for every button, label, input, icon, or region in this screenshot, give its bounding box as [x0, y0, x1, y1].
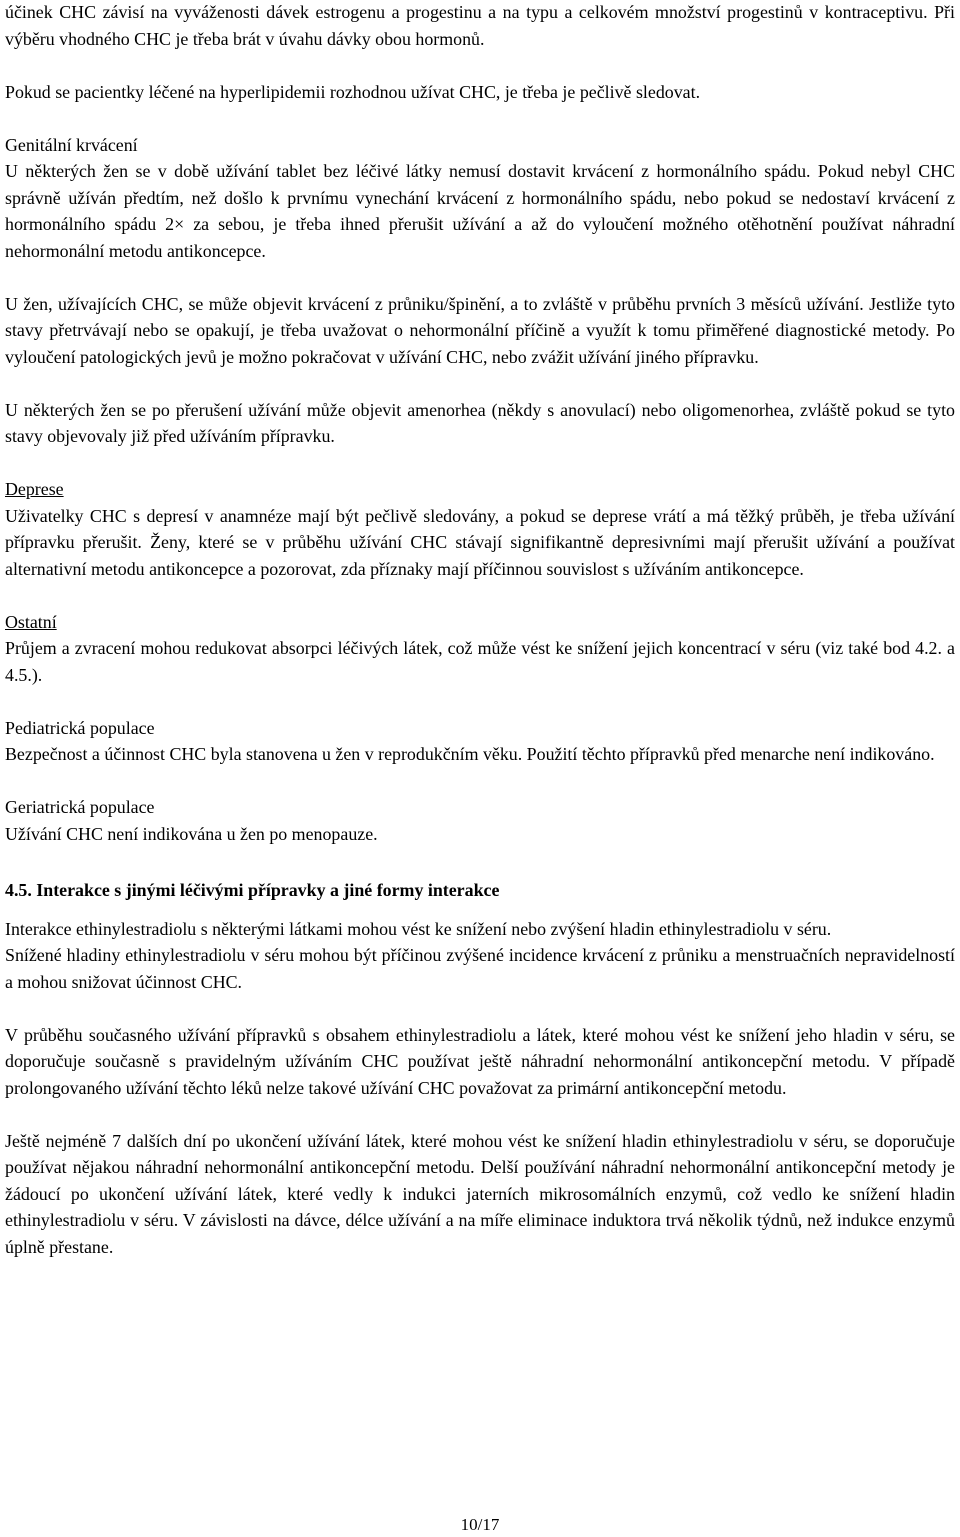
heading-other: Ostatní: [5, 611, 57, 632]
paragraph-pediatric: Bezpečnost a účinnost CHC byla stanovena u žen v reprodukčním věku. Použití těchto přípravků před menarche není indikováno.: [5, 744, 935, 764]
paragraph-interaction-4: Ještě nejméně 7 dalších dní po ukončení užívání látek, které mohou vést ke snížení hladin ethinylestradiolu v séru, se doporučuje používat nějakou náhradní nehormonální antikoncepční metodu. Delší používání náhradní nehormonální antikoncepční metody je žádoucí po ukončení užívání látek, které vedly k indukci jaterních mikrosomálních enzymů, což vedlo ke snížení hladin ethinylestradiolu v séru. V závislosti na dávce, délce užívání a na míře eliminace induktora trvá několik týdnů, než indukce enzymů úplně přestane.: [5, 1130, 955, 1257]
paragraph-geriatric: Užívání CHC není indikována u žen po menopauze.: [5, 823, 378, 844]
paragraph-genital-1: U některých žen se v době užívání tablet bez léčivé látky nemusí dostavit krvácení z hormonálního spádu. Pokud nebyl CHC správně užíván předtím, než došlo k prvnímu vynechání krvácení z hormonálního spádu, nebo pokud se nedostaví krvácení z hormonálního spádu 2× za sebou, je třeba ihned přerušit užívání a až do vyloučení možného otěhotnění používat náhradní nehormonální metodu antikoncepce.: [5, 161, 955, 261]
paragraph-other: Průjem a zvracení mohou redukovat absorpci léčivých látek, což může vést ke snížení jejich koncentrací v séru (viz také bod 4.2. a 4.5.).: [5, 638, 955, 685]
paragraph-interaction-1: Interakce ethinylestradiolu s některými látkami mohou vést ke snížení nebo zvýšení hladin ethinylestradiolu v séru.: [5, 918, 832, 939]
paragraph-interaction-3: V průběhu současného užívání přípravků s obsahem ethinylestradiolu a látek, které mohou vést ke snížení jeho hladin v séru, se doporučuje současně s pravidelným užíváním CHC používat ještě náhradní nehormonální antikoncepční metodu. V případě prolongovaného užívání těchto léků nelze takové užívání CHC považovat za primární antikoncepční metodu.: [5, 1024, 955, 1098]
heading-pediatric: Pediatrická populace: [5, 717, 155, 738]
heading-genital-bleeding: Genitální krvácení: [5, 134, 138, 155]
page-number: 10/17: [460, 1515, 500, 1534]
paragraph-intro: účinek CHC závisí na vyváženosti dávek estrogenu a progestinu a na typu a celkovém množství progestinů v kontraceptivu. Při výběru vhodného CHC je třeba brát v úvahu dávky obou hormonů.: [5, 2, 955, 49]
paragraph-depression: Uživatelky CHC s depresí v anamnéze mají být pečlivě sledovány, a pokud se deprese vrátí a má těžký průběh, je třeba užívání přípravku přerušit. Ženy, které se v průběhu užívání CHC stávají signifikantně depresivními mají přerušit užívání a používat alternativní metodu antikoncepce a pozorovat, zda příznaky mají příčinnou souvislost s užíváním antikoncepce.: [5, 505, 955, 579]
heading-geriatric: Geriatrická populace: [5, 797, 155, 817]
paragraph-hyperlipidemia: Pokud se pacientky léčené na hyperlipidemii rozhodnou užívat CHC, je třeba je pečlivě sledovat.: [5, 81, 701, 102]
paragraph-interaction-2: Snížené hladiny ethinylestradiolu v séru mohou být příčinou zvýšené incidence krvácení z průniku a menstruačních nepravidelností a mohou snižovat účinnost CHC.: [5, 945, 955, 992]
section-heading-4-5: 4.5. Interakce s jinými léčivými přípravky a jiné formy interakce: [5, 880, 500, 900]
heading-depression: Deprese: [5, 479, 64, 499]
document-page: [5, 0, 955, 1260]
paragraph-genital-3: U některých žen se po přerušení užívání může objevit amenorhea (někdy s anovulací) nebo oligomenorhea, zvláště pokud se tyto stavy objevovaly již před užíváním přípravku.: [5, 399, 955, 446]
paragraph-genital-2: U žen, užívajících CHC, se může objevit krvácení z průniku/špinění, a to zvláště v průběhu prvních 3 měsíců užívání. Jestliže tyto stavy přetrvávají nebo se opakují, je třeba uvažovat o nehormonální příčině a využít k tomu přiměřené diagnostické metody. Po vyloučení patologických jevů je možno pokračovat v užívání CHC, nebo zvážit užívání jiného přípravku.: [5, 293, 955, 367]
